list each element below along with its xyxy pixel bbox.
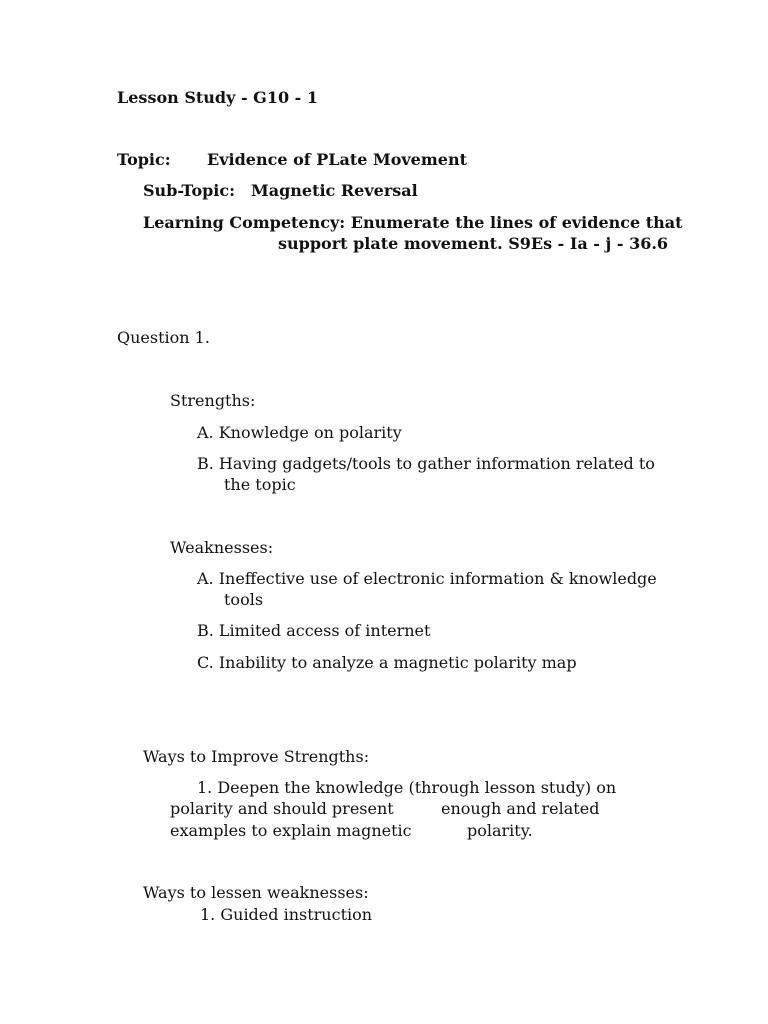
weaknesses-heading: Weaknesses: bbox=[170, 538, 274, 557]
subtopic-value: Magnetic Reversal bbox=[251, 181, 418, 200]
competency-line-2: support plate movement. S9Es - Ia - j - 36.6 bbox=[278, 234, 669, 253]
question-heading: Question 1. bbox=[117, 328, 210, 347]
improve-heading: Ways to Improve Strengths: bbox=[143, 747, 370, 766]
strength-item: B. Having gadgets/tools to gather information related to bbox=[197, 454, 655, 473]
lessen-heading: Ways to lessen weaknesses: bbox=[143, 883, 369, 902]
topic-value: Evidence of PLate Movement bbox=[207, 150, 467, 169]
topic-label: Topic: bbox=[117, 150, 171, 169]
improve-line-1: 1. Deepen the knowledge (through lesson study) on bbox=[197, 778, 617, 797]
strengths-heading: Strengths: bbox=[170, 391, 256, 410]
weakness-item: C. Inability to analyze a magnetic polarity map bbox=[197, 653, 577, 672]
improve-line-3a: examples to explain magnetic bbox=[170, 821, 412, 840]
improve-line-2a: polarity and should present bbox=[170, 799, 394, 818]
strength-item: A. Knowledge on polarity bbox=[197, 423, 402, 442]
weakness-item: A. Ineffective use of electronic information & knowledge bbox=[197, 569, 657, 588]
weakness-item-continuation: tools bbox=[224, 590, 264, 609]
document-title: Lesson Study - G10 - 1 bbox=[117, 88, 319, 107]
subtopic-label: Sub-Topic: bbox=[143, 181, 236, 200]
strength-item-continuation: the topic bbox=[224, 475, 296, 494]
competency-line-1: Learning Competency: Enumerate the lines of evidence that bbox=[143, 213, 683, 232]
lessen-item: 1. Guided instruction bbox=[200, 905, 373, 924]
weakness-item: B. Limited access of internet bbox=[197, 621, 431, 640]
improve-line-3b: polarity. bbox=[467, 821, 533, 840]
improve-line-2b: enough and related bbox=[441, 799, 600, 818]
